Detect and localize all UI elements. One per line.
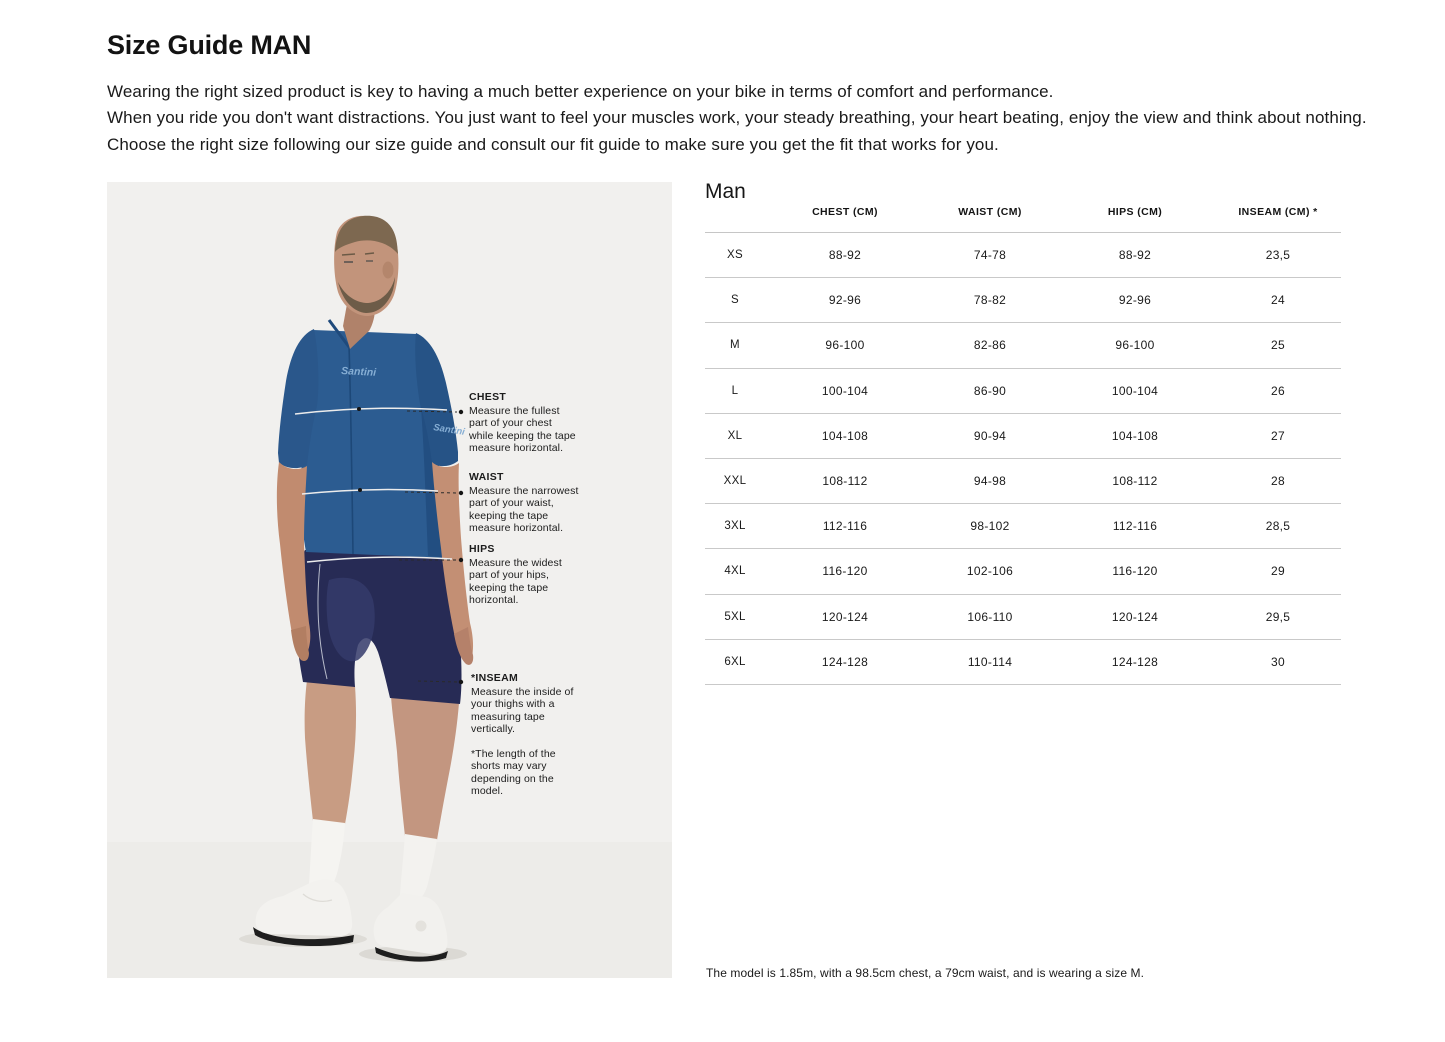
annotation-hips-body: Measure the widest part of your hips, keeping the tape horizontal.: [469, 556, 562, 606]
cell-waist: 106-110: [967, 609, 1013, 624]
ear: [383, 262, 394, 279]
cell-waist: 74-78: [973, 248, 1007, 263]
shoe-dial: [416, 921, 427, 932]
cell-waist: 78-82: [973, 293, 1007, 308]
cell-hips: 108-112: [1112, 474, 1158, 489]
cell-inseam: 25: [1271, 338, 1285, 353]
cell-waist: 94-98: [973, 474, 1007, 489]
table-row: [705, 323, 1341, 368]
cell-waist: 102-106: [966, 564, 1014, 579]
cell-chest: 124-128: [821, 654, 869, 669]
cell-inseam: 24: [1271, 293, 1285, 308]
cell-chest: 100-104: [821, 383, 869, 398]
jersey-sleeve-logo: Santini: [432, 422, 466, 438]
cell-chest: 104-108: [821, 428, 869, 443]
jersey-chest-logo: Santini: [340, 365, 377, 379]
cell-inseam: 30: [1271, 654, 1285, 669]
annotation-waist-title: WAIST: [469, 471, 504, 483]
cell-size: XXL: [723, 475, 747, 488]
intro-line-1: Wearing the right sized product is key to having a much better experience on your bike in terms of comfort and performance.: [107, 82, 1054, 101]
cell-chest: 108-112: [822, 474, 868, 489]
chest-bullet: [459, 410, 463, 414]
cell-hips: 100-104: [1111, 383, 1159, 398]
cell-chest: 120-124: [821, 609, 869, 624]
hips-bullet: [459, 558, 463, 562]
cell-hips: 120-124: [1111, 609, 1159, 624]
cell-hips: 96-100: [1115, 338, 1155, 353]
annotation-chest-body: Measure the fullest part of your chest while keeping the tape measure horizontal.: [469, 404, 576, 454]
header-waist: WAIST (CM): [958, 206, 1022, 218]
cell-chest: 92-96: [828, 293, 862, 308]
cell-inseam: 28: [1271, 474, 1285, 489]
annotation-inseam-title: *INSEAM: [471, 672, 519, 684]
cell-hips: 88-92: [1118, 248, 1152, 263]
cell-size: S: [731, 294, 739, 307]
cell-chest: 96-100: [825, 338, 865, 353]
cell-inseam: 29,5: [1265, 609, 1291, 624]
cell-inseam: 27: [1271, 428, 1285, 443]
cell-waist: 98-102: [970, 519, 1010, 534]
table-row: [705, 640, 1341, 685]
intro-text: [107, 79, 1367, 158]
annotation-chest: [469, 391, 579, 455]
annotation-waist: [469, 471, 579, 535]
waist-bullet: [459, 491, 463, 495]
cell-waist: 90-94: [973, 428, 1007, 443]
cell-size: 3XL: [724, 520, 746, 533]
size-table: [705, 181, 1341, 685]
cell-size: XS: [727, 249, 743, 262]
cell-size: 4XL: [724, 565, 746, 578]
intro-line-2: When you ride you don't want distractions. You just want to feel your muscles work, your steady breathing, your heart beating, enjoy the view and think about nothing.: [107, 108, 1367, 128]
table-row: [705, 504, 1341, 549]
cell-waist: 110-114: [967, 654, 1013, 669]
cell-size: M: [730, 339, 740, 352]
table-row: [705, 595, 1341, 640]
cell-size: 5XL: [724, 610, 746, 623]
eyebrow: [342, 254, 355, 255]
table-row: [705, 459, 1341, 504]
eyebrow: [365, 253, 374, 254]
table-row: [705, 278, 1341, 323]
cell-inseam: 26: [1271, 383, 1285, 398]
cell-hips: 92-96: [1118, 293, 1152, 308]
cell-size: L: [731, 384, 739, 397]
model-illustration: [107, 182, 672, 978]
model-photo: [107, 182, 672, 978]
table-row: [705, 233, 1341, 278]
cell-chest: 116-120: [822, 564, 868, 579]
annotation-chest-title: CHEST: [469, 391, 507, 403]
annotation-inseam-footnote: *The length of the shorts may vary depending on the model.: [471, 747, 556, 797]
annotation-hips-title: HIPS: [469, 543, 495, 555]
left-leg: [305, 680, 356, 824]
page-title: Size Guide MAN: [107, 30, 312, 60]
table-title: Man: [705, 180, 746, 203]
cell-hips: 104-108: [1111, 428, 1159, 443]
cell-inseam: 23,5: [1265, 248, 1291, 263]
table-row: [705, 369, 1341, 414]
table-row: [705, 414, 1341, 459]
cell-chest: 112-116: [822, 519, 868, 534]
annotation-hips: [469, 543, 579, 607]
table-header-row: [705, 203, 1341, 233]
intro-line-3: Choose the right size following our size guide and consult our fit guide to make sure you get the fit that works for you.: [107, 134, 999, 154]
cell-size: 6XL: [724, 655, 746, 668]
cell-waist: 82-86: [973, 338, 1007, 353]
annotation-waist-body: Measure the narrowest part of your waist, keeping the tape measure horizontal.: [469, 484, 579, 534]
cell-hips: 124-128: [1111, 654, 1159, 669]
cell-inseam: 29: [1271, 564, 1285, 579]
model-size-note: The model is 1.85m, with a 98.5cm chest, a 79cm waist, and is wearing a size M.: [706, 966, 1145, 980]
table-row: [705, 549, 1341, 594]
annotation-inseam: [471, 672, 581, 798]
cell-hips: 116-120: [1112, 564, 1158, 579]
header-hips: HIPS (CM): [1107, 206, 1163, 218]
cell-waist: 86-90: [973, 383, 1007, 398]
annotation-inseam-body: Measure the inside of your thighs with a measuring tape vertically.: [471, 685, 574, 735]
header-inseam: INSEAM (CM) *: [1238, 206, 1318, 218]
cell-inseam: 28,5: [1265, 519, 1291, 534]
cell-size: XL: [727, 429, 743, 442]
header-chest: CHEST (CM): [812, 206, 878, 218]
cell-chest: 88-92: [828, 248, 862, 263]
cell-hips: 112-116: [1112, 519, 1158, 534]
inseam-bullet: [459, 680, 463, 684]
